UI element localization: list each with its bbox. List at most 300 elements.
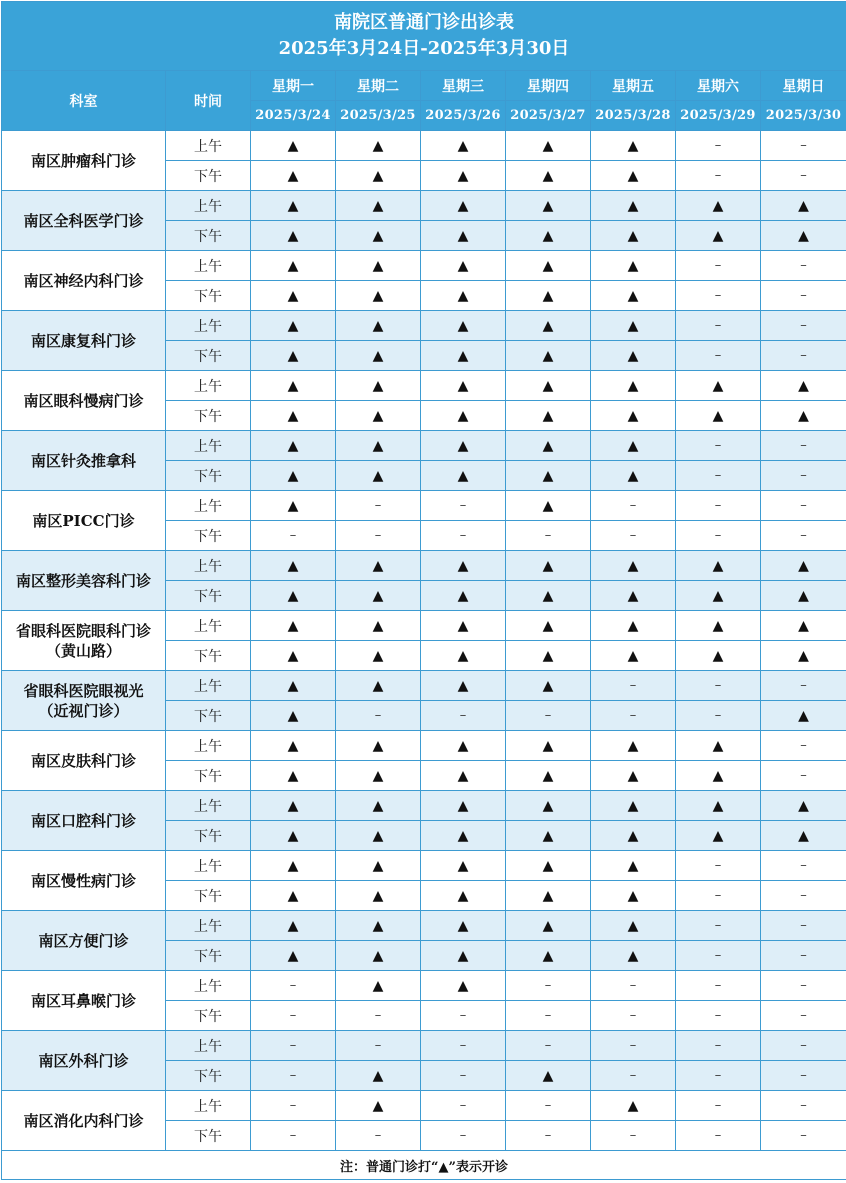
weekday-header: 星期六 [676,71,761,101]
open-mark: ▲ [591,461,676,491]
open-mark: ▲ [336,461,421,491]
closed-mark: – [336,701,421,731]
session-time: 下午 [166,281,251,311]
open-mark: ▲ [336,131,421,161]
closed-mark: – [676,1031,761,1061]
open-mark: ▲ [336,971,421,1001]
session-time: 下午 [166,641,251,671]
closed-mark: – [761,341,846,371]
open-mark: ▲ [251,161,336,191]
open-mark: ▲ [251,791,336,821]
open-mark: ▲ [506,941,591,971]
open-mark: ▲ [506,791,591,821]
closed-mark: – [761,1121,846,1151]
open-mark: ▲ [506,131,591,161]
open-mark: ▲ [761,821,846,851]
closed-mark: – [251,971,336,1001]
open-mark: ▲ [591,401,676,431]
session-time: 上午 [166,491,251,521]
closed-mark: – [421,1121,506,1151]
open-mark: ▲ [421,221,506,251]
session-time: 上午 [166,911,251,941]
open-mark: ▲ [506,491,591,521]
session-time: 上午 [166,1031,251,1061]
open-mark: ▲ [591,131,676,161]
closed-mark: – [251,1061,336,1091]
open-mark: ▲ [676,641,761,671]
closed-mark: – [336,1031,421,1061]
department-name [2,311,166,371]
session-time: 下午 [166,701,251,731]
closed-mark: – [761,431,846,461]
open-mark: ▲ [421,581,506,611]
open-mark: ▲ [676,791,761,821]
open-mark: ▲ [591,551,676,581]
department-name-line: 南区康复科门诊 [30,331,136,350]
session-time: 上午 [166,371,251,401]
open-mark: ▲ [251,551,336,581]
open-mark: ▲ [251,611,336,641]
department-name-line: （近视门诊） [38,701,129,720]
session-time: 下午 [166,821,251,851]
open-mark: ▲ [421,341,506,371]
closed-mark: – [761,491,846,521]
date-header: 2025/3/25 [336,101,421,131]
closed-mark: – [336,1121,421,1151]
open-mark: ▲ [591,881,676,911]
open-mark: ▲ [676,761,761,791]
department-name-line: 南区方便门诊 [38,931,129,950]
weekday-header: 星期日 [761,71,846,101]
department-name [2,371,166,431]
closed-mark: – [676,911,761,941]
closed-mark: – [761,1001,846,1031]
date-header: 2025/3/29 [676,101,761,131]
closed-mark: – [251,521,336,551]
open-mark: ▲ [676,371,761,401]
open-mark: ▲ [761,371,846,401]
page-title: 南院区普通门诊出诊表 [334,12,514,33]
department-name [2,551,166,611]
closed-mark: – [421,491,506,521]
closed-mark: – [676,311,761,341]
closed-mark: – [591,491,676,521]
open-mark: ▲ [421,251,506,281]
open-mark: ▲ [251,341,336,371]
open-mark: ▲ [421,941,506,971]
department-name [2,671,166,731]
weekday-header: 星期五 [591,71,676,101]
open-mark: ▲ [421,731,506,761]
open-mark: ▲ [336,581,421,611]
open-mark: ▲ [591,281,676,311]
open-mark: ▲ [421,611,506,641]
closed-mark: – [591,1061,676,1091]
open-mark: ▲ [421,851,506,881]
open-mark: ▲ [506,401,591,431]
closed-mark: – [676,701,761,731]
open-mark: ▲ [506,911,591,941]
open-mark: ▲ [761,221,846,251]
closed-mark: – [591,671,676,701]
closed-mark: – [676,431,761,461]
open-mark: ▲ [761,551,846,581]
closed-mark: – [761,1091,846,1121]
closed-mark: – [591,1121,676,1151]
closed-mark: – [761,761,846,791]
open-mark: ▲ [421,971,506,1001]
open-mark: ▲ [591,221,676,251]
closed-mark: – [506,1031,591,1061]
date-header: 2025/3/26 [421,101,506,131]
schedule-row [2,191,846,221]
schedule-row [2,911,846,941]
session-time: 下午 [166,1121,251,1151]
open-mark: ▲ [591,611,676,641]
open-mark: ▲ [506,581,591,611]
open-mark: ▲ [336,671,421,701]
open-mark: ▲ [336,251,421,281]
open-mark: ▲ [251,881,336,911]
closed-mark: – [421,1091,506,1121]
closed-mark: – [591,971,676,1001]
time-header: 时间 [166,71,251,131]
closed-mark: – [761,941,846,971]
open-mark: ▲ [591,191,676,221]
closed-mark: – [676,941,761,971]
open-mark: ▲ [336,371,421,401]
closed-mark: – [421,1061,506,1091]
open-mark: ▲ [421,821,506,851]
open-mark: ▲ [421,461,506,491]
open-mark: ▲ [506,671,591,701]
session-time: 上午 [166,251,251,281]
closed-mark: – [761,461,846,491]
closed-mark: – [761,521,846,551]
open-mark: ▲ [251,461,336,491]
closed-mark: – [591,1031,676,1061]
closed-mark: – [761,131,846,161]
open-mark: ▲ [676,581,761,611]
schedule-row [2,851,846,881]
date-header: 2025/3/27 [506,101,591,131]
open-mark: ▲ [421,641,506,671]
closed-mark: – [591,1001,676,1031]
closed-mark: – [761,281,846,311]
closed-mark: – [676,161,761,191]
open-mark: ▲ [251,731,336,761]
open-mark: ▲ [251,851,336,881]
weekday-header: 星期二 [336,71,421,101]
department-name-line: 南区PICC门诊 [32,511,135,530]
open-mark: ▲ [591,941,676,971]
weekday-header: 星期一 [251,71,336,101]
closed-mark: – [676,1061,761,1091]
open-mark: ▲ [676,401,761,431]
open-mark: ▲ [336,1091,421,1121]
closed-mark: – [506,1091,591,1121]
open-mark: ▲ [506,311,591,341]
open-mark: ▲ [421,431,506,461]
schedule-row [2,311,846,341]
closed-mark: – [251,1001,336,1031]
session-time: 上午 [166,311,251,341]
open-mark: ▲ [591,251,676,281]
closed-mark: – [421,701,506,731]
open-mark: ▲ [761,791,846,821]
closed-mark: – [421,1001,506,1031]
closed-mark: – [761,161,846,191]
open-mark: ▲ [336,281,421,311]
closed-mark: – [421,1031,506,1061]
closed-mark: – [676,281,761,311]
open-mark: ▲ [506,251,591,281]
department-name-line: 南区外科门诊 [38,1051,129,1070]
schedule-table [1,1,846,1180]
footer-note: 注：普通门诊打“▲”表示开诊 [2,1151,846,1180]
session-time: 上午 [166,1091,251,1121]
open-mark: ▲ [676,551,761,581]
open-mark: ▲ [676,611,761,641]
open-mark: ▲ [336,431,421,461]
department-name [2,1091,166,1151]
session-time: 下午 [166,881,251,911]
closed-mark: – [506,701,591,731]
session-time: 下午 [166,221,251,251]
session-time: 上午 [166,851,251,881]
open-mark: ▲ [336,221,421,251]
closed-mark: – [676,881,761,911]
department-name [2,191,166,251]
department-name-line: （黄山路） [45,641,121,660]
open-mark: ▲ [251,821,336,851]
department-name-line: 南区口腔科门诊 [30,811,136,830]
open-mark: ▲ [421,551,506,581]
open-mark: ▲ [506,611,591,641]
closed-mark: – [761,1031,846,1061]
open-mark: ▲ [251,941,336,971]
open-mark: ▲ [506,731,591,761]
session-time: 下午 [166,341,251,371]
session-time: 下午 [166,461,251,491]
closed-mark: – [676,251,761,281]
department-name [2,851,166,911]
session-time: 下午 [166,161,251,191]
open-mark: ▲ [591,1091,676,1121]
closed-mark: – [761,311,846,341]
session-time: 下午 [166,941,251,971]
open-mark: ▲ [336,311,421,341]
open-mark: ▲ [251,401,336,431]
department-name [2,731,166,791]
closed-mark: – [676,1091,761,1121]
closed-mark: – [676,341,761,371]
open-mark: ▲ [336,161,421,191]
department-name [2,791,166,851]
open-mark: ▲ [251,311,336,341]
open-mark: ▲ [591,791,676,821]
open-mark: ▲ [251,671,336,701]
date-header: 2025/3/28 [591,101,676,131]
open-mark: ▲ [336,611,421,641]
session-time: 上午 [166,971,251,1001]
closed-mark: – [251,1031,336,1061]
schedule-row [2,491,846,521]
schedule-row [2,791,846,821]
department-name [2,911,166,971]
open-mark: ▲ [421,131,506,161]
department-name [2,131,166,191]
open-mark: ▲ [761,611,846,641]
closed-mark: – [421,521,506,551]
session-time: 上午 [166,611,251,641]
open-mark: ▲ [676,821,761,851]
open-mark: ▲ [591,581,676,611]
department-name [2,971,166,1031]
closed-mark: – [591,521,676,551]
schedule-row [2,551,846,581]
open-mark: ▲ [676,191,761,221]
closed-mark: – [251,1121,336,1151]
schedule-row [2,731,846,761]
open-mark: ▲ [336,791,421,821]
open-mark: ▲ [591,431,676,461]
open-mark: ▲ [421,161,506,191]
open-mark: ▲ [506,641,591,671]
schedule-row [2,251,846,281]
open-mark: ▲ [336,341,421,371]
open-mark: ▲ [336,401,421,431]
open-mark: ▲ [251,281,336,311]
open-mark: ▲ [506,221,591,251]
open-mark: ▲ [591,161,676,191]
open-mark: ▲ [506,191,591,221]
open-mark: ▲ [591,851,676,881]
open-mark: ▲ [336,761,421,791]
closed-mark: – [251,1091,336,1121]
open-mark: ▲ [591,371,676,401]
department-name-line: 省眼科医院眼科门诊 [15,621,151,640]
open-mark: ▲ [761,581,846,611]
closed-mark: – [506,1121,591,1151]
closed-mark: – [676,671,761,701]
schedule-row [2,1091,846,1121]
date-header: 2025/3/24 [251,101,336,131]
open-mark: ▲ [251,581,336,611]
closed-mark: – [506,971,591,1001]
open-mark: ▲ [251,131,336,161]
open-mark: ▲ [761,401,846,431]
department-name-line: 南区肿瘤科门诊 [30,151,136,170]
session-time: 下午 [166,761,251,791]
session-time: 上午 [166,131,251,161]
session-time: 下午 [166,1001,251,1031]
weekday-header: 星期三 [421,71,506,101]
closed-mark: – [676,131,761,161]
closed-mark: – [761,671,846,701]
schedule-row [2,1031,846,1061]
open-mark: ▲ [591,821,676,851]
closed-mark: – [336,521,421,551]
open-mark: ▲ [591,341,676,371]
open-mark: ▲ [251,431,336,461]
open-mark: ▲ [251,251,336,281]
department-name-line: 南区消化内科门诊 [23,1111,144,1130]
session-time: 上午 [166,791,251,821]
open-mark: ▲ [761,191,846,221]
open-mark: ▲ [251,911,336,941]
department-name [2,251,166,311]
open-mark: ▲ [251,641,336,671]
open-mark: ▲ [251,701,336,731]
open-mark: ▲ [336,851,421,881]
open-mark: ▲ [251,191,336,221]
session-time: 上午 [166,731,251,761]
open-mark: ▲ [251,221,336,251]
open-mark: ▲ [506,341,591,371]
closed-mark: – [676,1121,761,1151]
session-time: 下午 [166,401,251,431]
schedule-row [2,971,846,1001]
department-name-line: 南区针灸推拿科 [30,451,136,470]
open-mark: ▲ [506,851,591,881]
open-mark: ▲ [506,161,591,191]
department-name [2,611,166,671]
department-name-line: 南区慢性病门诊 [30,871,136,890]
schedule-row [2,371,846,401]
session-time: 上午 [166,551,251,581]
open-mark: ▲ [421,881,506,911]
open-mark: ▲ [336,551,421,581]
schedule-row [2,671,846,701]
department-name [2,491,166,551]
dept-header: 科室 [2,71,166,131]
open-mark: ▲ [251,491,336,521]
closed-mark: – [761,251,846,281]
open-mark: ▲ [421,191,506,221]
open-mark: ▲ [336,731,421,761]
closed-mark: – [761,1061,846,1091]
open-mark: ▲ [251,371,336,401]
open-mark: ▲ [506,431,591,461]
schedule-row [2,431,846,461]
closed-mark: – [336,491,421,521]
session-time: 上午 [166,671,251,701]
session-time: 上午 [166,431,251,461]
open-mark: ▲ [506,371,591,401]
session-time: 上午 [166,191,251,221]
session-time: 下午 [166,581,251,611]
open-mark: ▲ [421,911,506,941]
open-mark: ▲ [591,311,676,341]
open-mark: ▲ [336,1061,421,1091]
open-mark: ▲ [591,761,676,791]
title-banner [2,2,846,71]
closed-mark: – [761,971,846,1001]
closed-mark: – [676,521,761,551]
open-mark: ▲ [421,761,506,791]
open-mark: ▲ [591,731,676,761]
open-mark: ▲ [421,401,506,431]
schedule-row [2,131,846,161]
department-name [2,431,166,491]
closed-mark: – [676,1001,761,1031]
open-mark: ▲ [251,761,336,791]
open-mark: ▲ [676,221,761,251]
open-mark: ▲ [676,731,761,761]
date-header: 2025/3/30 [761,101,846,131]
open-mark: ▲ [421,281,506,311]
